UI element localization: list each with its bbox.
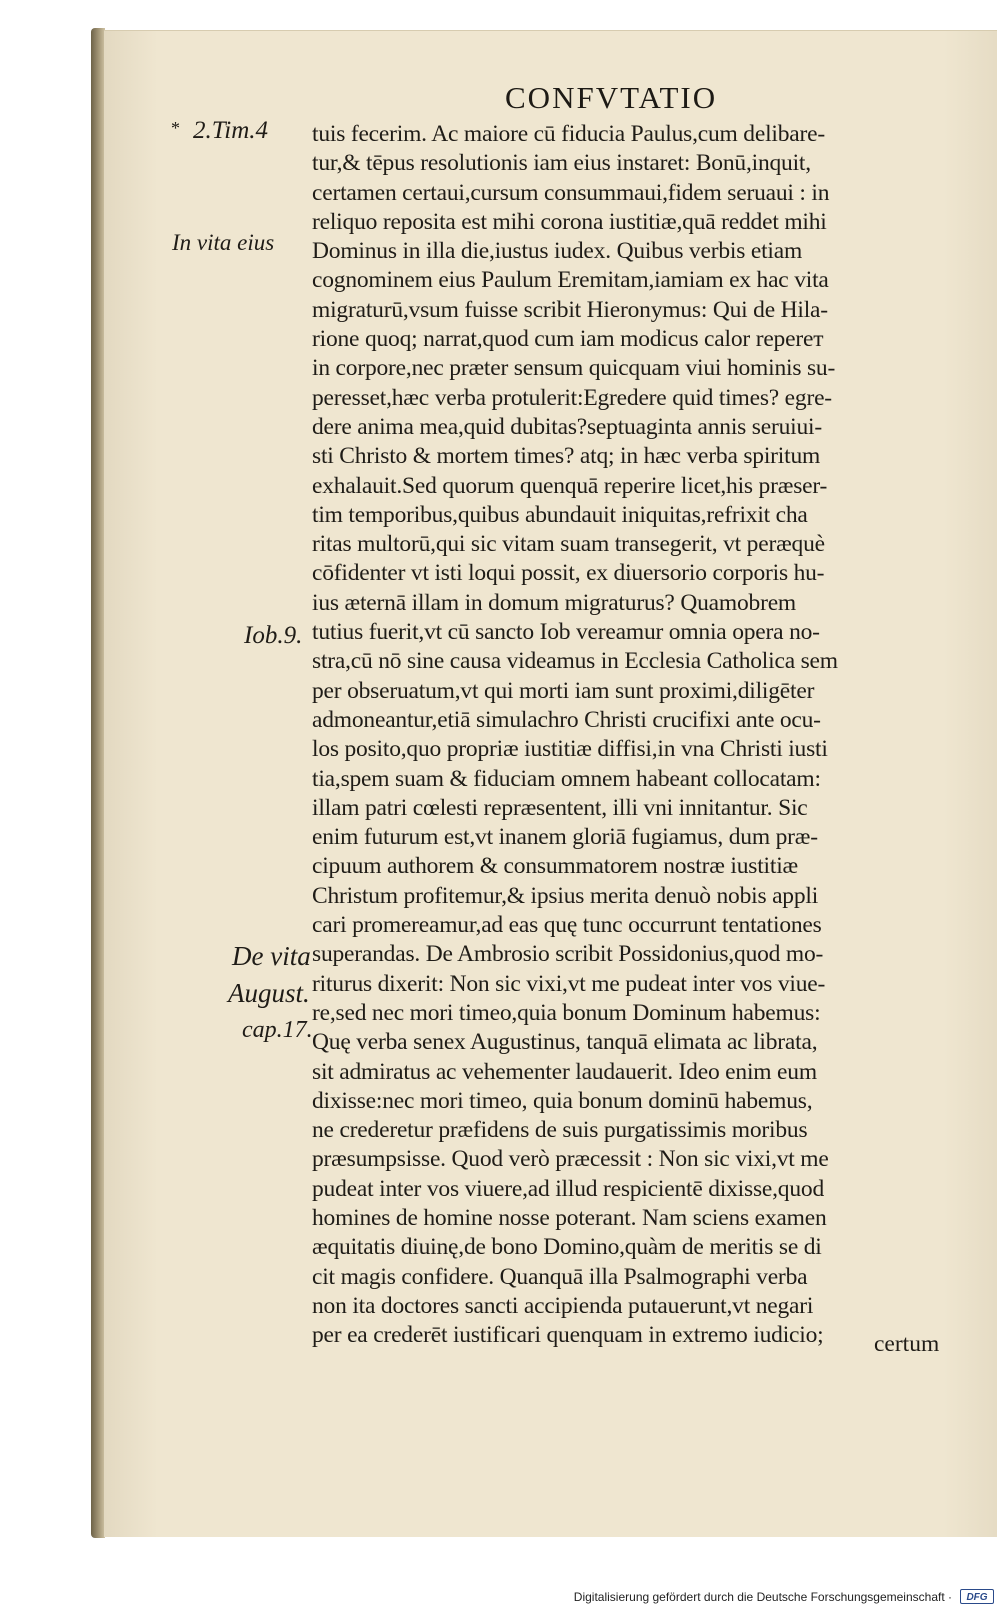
text-line: exhalauit.Sed quorum quenquā reperire licet,his præser- [312, 472, 828, 499]
text-line: Dominus in illa die,iustus iudex. Quibus verbis etiam [312, 238, 803, 265]
text-line: illam patri cœlesti repræsentent, illi vni innitantur. Sic [312, 794, 808, 821]
text-line: tia,spem suam & fiduciam omnem habeant collocatam: [312, 765, 821, 792]
text-line: stra,cū nō sine causa videamus in Ecclesia Catholica sem [312, 648, 838, 675]
text-line: rione quoq; narrat,quod cum iam modicus calor repereт [312, 326, 824, 353]
text-line: superandas. De Ambrosio scribit Possidonius,quod mo- [312, 941, 824, 968]
text-line: los posito,quo propriæ iustitiæ diffisi,in vna Christi iusti [312, 736, 828, 763]
body-text [312, 120, 974, 1350]
text-line: ritas multorū,qui sic vitam suam transegerit, vt peræquè [312, 531, 825, 558]
dfg-logo: DFG [960, 1589, 994, 1604]
text-line: pudeat inter vos viuere,ad illud respicientē dixisse,quod [312, 1175, 824, 1202]
margin-note-de-vita: De vita [232, 941, 311, 971]
text-line: cit magis confidere. Quanquā illa Psalmographi verba [312, 1263, 808, 1290]
text-line: tur,& tēpus resolutionis iam eius instaret: Bonū,inquit, [312, 150, 811, 177]
asterisk-mark: * [171, 118, 180, 138]
text-line: cognominem eius Paulum Eremitam,iamiam ex hac vita [312, 267, 829, 294]
text-line: Christum profitemur,& ipsius merita denuò nobis appli [312, 882, 819, 909]
book-spine-edge [91, 28, 105, 1538]
text-line: tim temporibus,quibus abundauit iniquitas,refrixit cha [312, 501, 808, 528]
text-line: riturus dixerit: Non sic vixi,vt me pudeat inter vos viue- [312, 970, 826, 997]
running-head: CONFVTATIO [505, 80, 718, 115]
margin-note-vita-eius: In vita eius [172, 230, 275, 255]
text-line: non ita doctores sancti accipienda putauerunt,vt negari [312, 1292, 814, 1319]
margin-note-2-tim: 2.Tim.4 [193, 117, 269, 144]
text-line: sit admiratus ac vehementer laudauerit. Ideo enim eum [312, 1058, 817, 1085]
text-line: homines de homine nosse poterant. Nam sciens examen [312, 1204, 827, 1231]
text-line: cōfidenter vt isti loqui possit, ex diuersorio corporis hu- [312, 560, 825, 587]
digitization-credit: Digitalisierung gefördert durch die Deutsche Forschungsgemeinschaft · [573, 1590, 952, 1604]
text-line: peresset,hæc verba protulerit:Egredere quid times? egre- [312, 384, 832, 411]
text-line: per ea crederēt iustificari quenquam in extremo iudicio; [312, 1322, 824, 1349]
text-line: re,sed nec mori timeo,quia bonum Dominum habemus: [312, 999, 821, 1026]
text-line: dere anima mea,quid dubitas?septuaginta annis seruiui- [312, 413, 822, 440]
margin-note-cap: cap.17. [242, 1017, 313, 1043]
catchword: certum [874, 1331, 940, 1357]
text-line: tutius fuerit,vt cū sancto Iob vereamur omnia opera no- [312, 619, 820, 646]
text-line: per obseruatum,vt qui morti iam sunt proximi,diligēter [312, 677, 815, 704]
text-line: ne crederetur præfidens de suis purgatissimis moribus [312, 1117, 808, 1144]
footer-bar [0, 1586, 1000, 1613]
text-line: certamen certaui,cursum consummaui,fidem seruaui : in [312, 179, 830, 206]
text-line: cipuum authorem & consummatorem nostræ iustitiæ [312, 853, 799, 880]
text-line: Quę verba senex Augustinus, tanquā elimata ac librata, [312, 1029, 818, 1056]
text-line: ius æternā illam in domum migraturus? Quamobrem [312, 589, 797, 616]
margin-note-august: August. [228, 978, 310, 1008]
text-line: dixisse:nec mori timeo, quia bonum dominū habemus, [312, 1087, 813, 1114]
text-line: tuis fecerim. Ac maiore cū fiducia Paulus,cum delibare- [312, 121, 825, 147]
margin-note-iob: Iob.9. [244, 622, 303, 649]
text-line: præsumpsisse. Quod verò præcessit : Non sic vixi,vt me [312, 1146, 829, 1173]
text-line: æquitatis diuinę,de bono Domino,quàm de meritis se di [312, 1234, 822, 1261]
text-line: reliquo reposita est mihi corona iustitiæ,quā reddet mihi [312, 208, 827, 235]
text-line: enim futurum est,vt inanem gloriā fugiamus, dum præ- [312, 824, 818, 851]
text-line: sti Christo & mortem times? atq; in hæc verba spiritum [312, 443, 821, 470]
text-line: cari promereamur,ad eas quę tunc occurrunt tentationes [312, 912, 822, 939]
text-line: migraturū,vsum fuisse scribit Hieronymus: Qui de Hila- [312, 296, 828, 323]
text-line: admoneantur,etiā simulachro Christi crucifixi ante ocu- [312, 706, 821, 733]
text-line: in corpore,nec præter sensum quicquam viui hominis su- [312, 355, 836, 382]
